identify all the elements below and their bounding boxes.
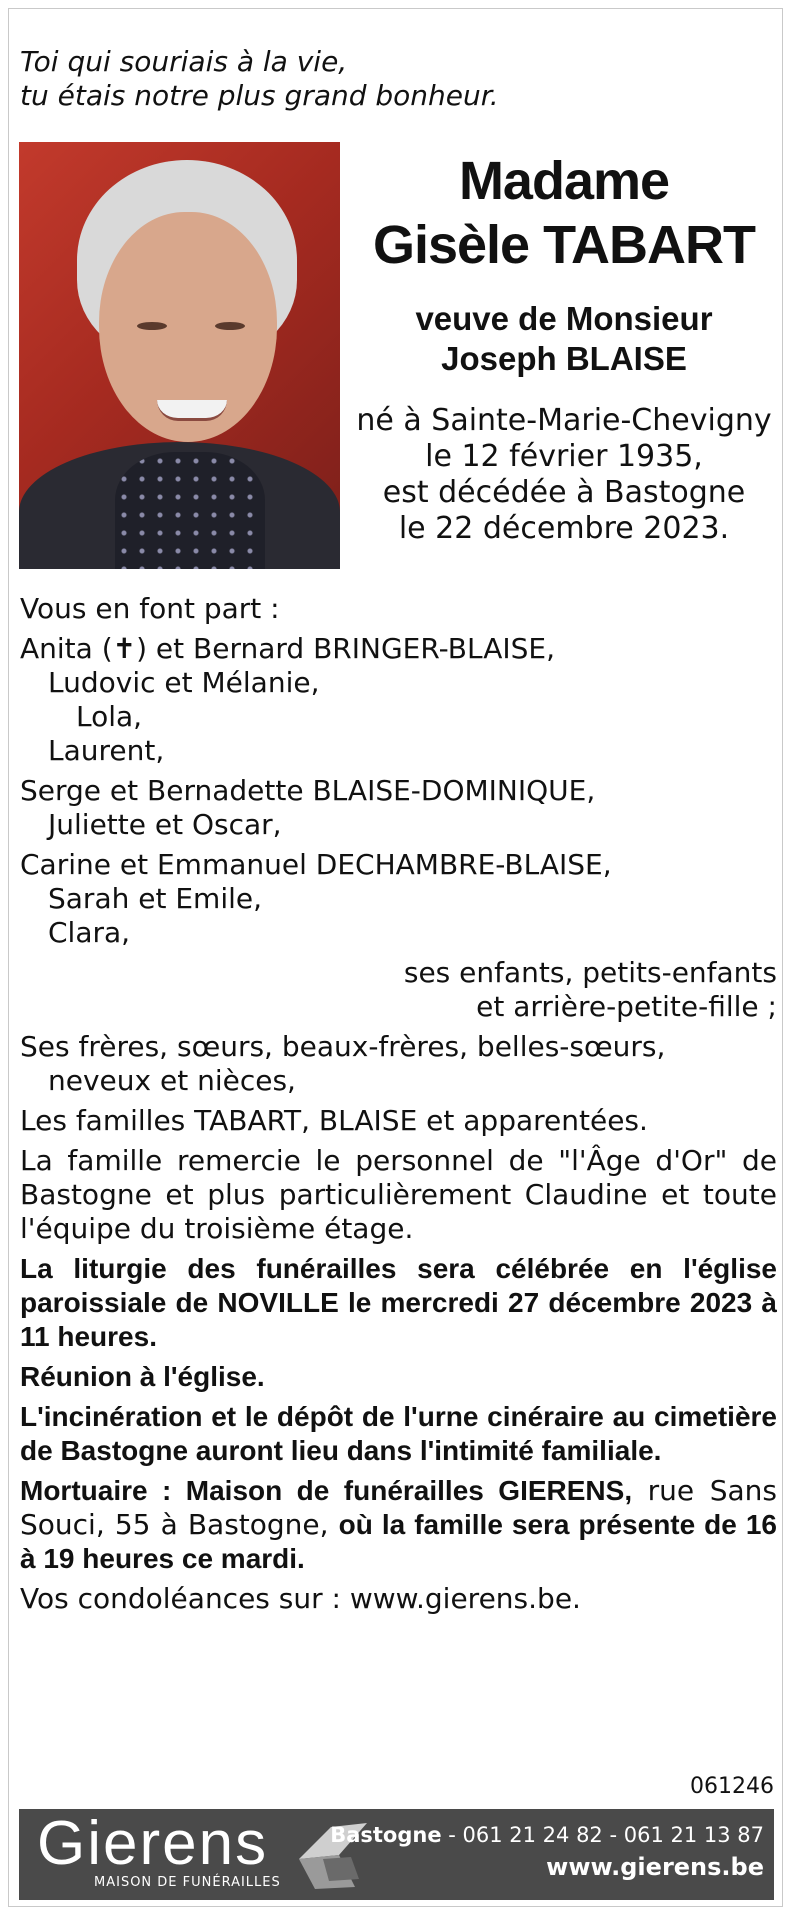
- family-intro: Vous en font part :: [20, 592, 280, 625]
- relation-line: et arrière-petite-fille ;: [476, 990, 777, 1023]
- reference-number: 061246: [690, 1774, 774, 1799]
- notice-body: [20, 592, 777, 1616]
- liturgy-paragraph: La liturgie des funérailles sera célébrée en l'église paroissiale de NOVILLE le mercredi 27 décembre 2023 à 11 heures.: [20, 1253, 777, 1352]
- family-line: Laurent,: [48, 734, 165, 767]
- family-line: Clara,: [48, 916, 131, 949]
- spouse-info: veuve de Monsieur Joseph BLAISE: [415, 300, 713, 377]
- gierens-logo: Gierens: [37, 1809, 269, 1878]
- condolences-line: Vos condoléances sur : www.gierens.be.: [20, 1582, 581, 1615]
- logo-subtitle: MAISON DE FUNÉRAILLES: [94, 1875, 281, 1890]
- deceased-name: Gisèle TABART: [372, 215, 756, 275]
- family-line: Serge et Bernadette BLAISE-DOMINIQUE,: [20, 774, 596, 807]
- meeting-line: Réunion à l'église.: [20, 1361, 265, 1392]
- family-line: Juliette et Oscar,: [48, 808, 282, 841]
- deceased-header: [349, 149, 779, 547]
- cremation-paragraph: L'incinération et le dépôt de l'urne cinéraire au cimetière de Bastogne auront lieu dans l'intimité familiale.: [20, 1401, 777, 1466]
- family-line: Ludovic et Mélanie,: [48, 666, 320, 699]
- obituary-notice: [8, 8, 783, 1907]
- family-line: Carine et Emmanuel DECHAMBRE-BLAISE,: [20, 848, 612, 881]
- website-link[interactable]: www.gierens.be: [546, 1853, 764, 1881]
- siblings-line: neveux et nièces,: [48, 1064, 296, 1097]
- family-line: Sarah et Emile,: [48, 882, 263, 915]
- siblings-line: Ses frères, sœurs, beaux-frères, belles-sœurs,: [20, 1030, 666, 1063]
- epitaph-quote: Toi qui souriais à la vie, tu étais notre plus grand bonheur.: [20, 45, 499, 112]
- mortuary-paragraph: Mortuaire : Maison de funérailles GIERENS, rue Sans Souci, 55 à Bastogne, où la famille sera présente de 16 à 19 heures ce mardi.: [20, 1474, 777, 1574]
- deceased-title: Madame: [458, 151, 670, 211]
- thanks-paragraph: La famille remercie le personnel de "l'Âge d'Or" de Bastogne et plus particulièrement Claudine et toute l'équipe du troisième étage.: [20, 1144, 777, 1245]
- families-line: Les familles TABART, BLAISE et apparentées.: [20, 1104, 648, 1137]
- family-line: Anita (✝) et Bernard BRINGER-BLAISE,: [20, 632, 555, 665]
- contact-info: Bastogne - 061 21 24 82 - 061 21 13 87 www.gierens.be: [330, 1823, 764, 1881]
- funeral-home-banner: [19, 1809, 774, 1900]
- family-line: Lola,: [76, 700, 143, 733]
- relation-line: ses enfants, petits-enfants: [403, 956, 777, 989]
- portrait-photo: [19, 142, 340, 569]
- birth-death-info: né à Sainte-Marie-Chevigny le 12 février 1935, est décédée à Bastogne le 22 décembre 2023.: [356, 403, 772, 546]
